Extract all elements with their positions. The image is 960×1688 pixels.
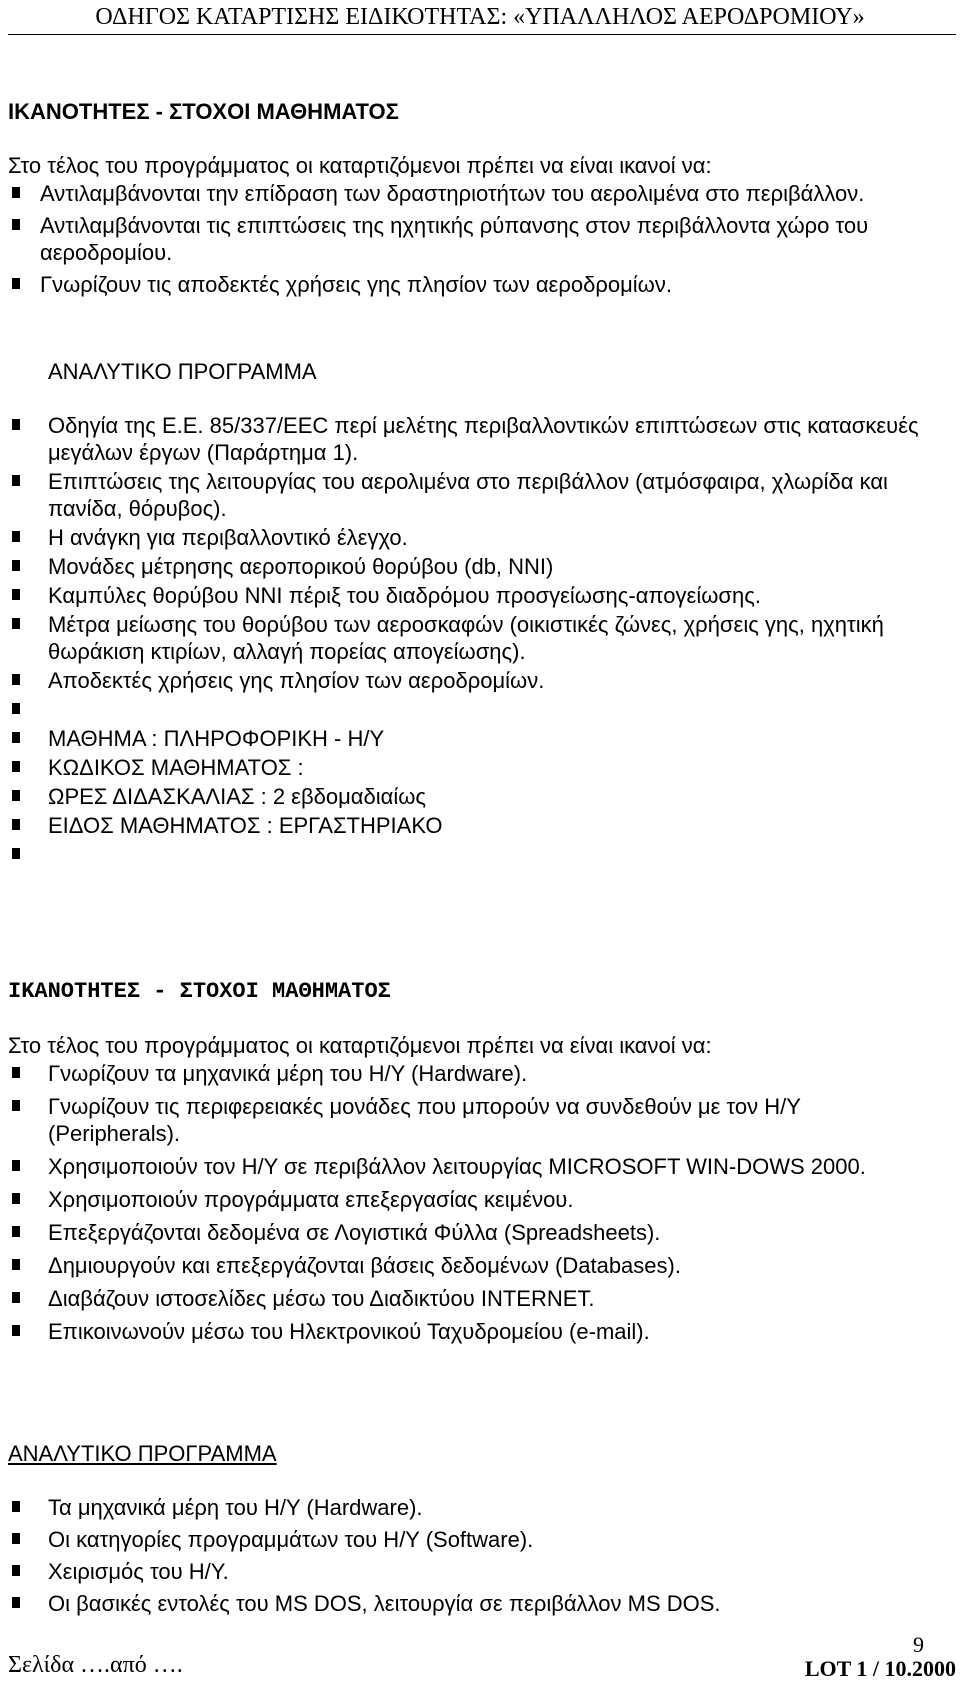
bullet-icon — [12, 1292, 20, 1303]
bullet-icon — [12, 219, 20, 230]
bullet-icon — [12, 589, 20, 600]
list-item: Οδηγία της Ε.Ε. 85/337/ΕΕC περί μελέτης περιβαλλοντικών επιπτώσεων στις κατασκευές μεγάλων έργων (Παράρτημα 1). — [0, 412, 960, 466]
list-item: Οι κατηγορίες προγραμμάτων του Η/Υ (Software). — [0, 1526, 960, 1553]
bullet-icon — [12, 419, 20, 430]
section2-list — [0, 412, 960, 868]
page-header: ΟΔΗΓΟΣ ΚΑΤΑΡΤΙΣΗΣ ΕΙΔΙΚΟΤΗΤΑΣ: «ΥΠΑΛΛΗΛΟΣ ΑΕΡΟΔΡΟΜΙΟΥ» — [95, 4, 865, 30]
list-item: Μέτρα μείωσης του θορύβου των αεροσκαφών (οικιστικές ζώνες, χρήσεις γης, ηχητική θωράκιση κτιρίων, αλλαγή πορείας απογείωσης). — [0, 611, 960, 665]
bullet-icon — [12, 1565, 20, 1576]
bullet-icon — [12, 1226, 20, 1237]
section1-list — [0, 180, 960, 298]
bullet-icon — [12, 618, 20, 629]
list-item — [0, 696, 960, 723]
list-item: Μονάδες μέτρησης αεροπορικού θορύβου (db, NNI) — [0, 553, 960, 580]
bullet-icon — [12, 819, 20, 830]
list-item: Τα μηχανικά μέρη του Η/Υ (Hardware). — [0, 1494, 960, 1521]
bullet-icon — [12, 531, 20, 542]
list-item: Χειρισμός του Η/Υ. — [0, 1558, 960, 1585]
list-item: Αντιλαμβάνονται τις επιπτώσεις της ηχητικής ρύπανσης στον περιβάλλοντα χώρο του αεροδρομίου. — [0, 212, 960, 266]
bullet-icon — [12, 703, 20, 714]
list-item: Καμπύλες θορύβου NNI πέριξ του διαδρόμου προσγείωσης-απογείωσης. — [0, 582, 960, 609]
bullet-icon — [12, 187, 20, 198]
bullet-icon — [12, 1259, 20, 1270]
bullet-icon — [12, 1193, 20, 1204]
list-item: Γνωρίζουν τα μηχανικά μέρη του Η/Υ (Hardware). — [0, 1060, 960, 1087]
page-number: 9 — [913, 1632, 924, 1657]
section3-list — [0, 1060, 960, 1345]
list-item: Γνωρίζουν τις περιφερειακές μονάδες που μπορούν να συνδεθούν με τον Η/Υ (Peripherals). — [0, 1093, 960, 1147]
list-item: Η ανάγκη για περιβαλλοντικό έλεγχο. — [0, 524, 960, 551]
list-item: ΜΑΘΗΜΑ : ΠΛΗΡΟΦΟΡΙΚΗ - Η/Υ — [0, 725, 960, 752]
bullet-icon — [12, 1160, 20, 1171]
section4-heading: ΑΝΑΛΥΤΙΚΟ ΠΡΟΓΡΑΜΜΑ — [8, 1441, 277, 1466]
list-item: ΕΙΔΟΣ ΜΑΘΗΜΑΤΟΣ : ΕΡΓΑΣΤΗΡΙΑΚΟ — [0, 812, 960, 839]
list-item: ΚΩΔΙΚΟΣ ΜΑΘΗΜΑΤΟΣ : — [0, 754, 960, 781]
bullet-icon — [12, 790, 20, 801]
section4-list — [0, 1494, 960, 1617]
bullet-icon — [12, 732, 20, 743]
list-item: Χρησιμοποιούν τον Η/Υ σε περιβάλλον λειτουργίας MICROSOFT WIN-DOWS 2000. — [0, 1153, 960, 1180]
bullet-icon — [12, 560, 20, 571]
list-item — [0, 841, 960, 868]
list-item: Επιπτώσεις της λειτουργίας του αερολιμένα στο περιβάλλον (ατμόσφαιρα, χλωρίδα και πανίδα, θόρυβος). — [0, 468, 960, 522]
list-item: Χρησιμοποιούν προγράμματα επεξεργασίας κειμένου. — [0, 1186, 960, 1213]
list-item: Αποδεκτές χρήσεις γης πλησίον των αεροδρομίων. — [0, 667, 960, 694]
list-item: ΩΡΕΣ ΔΙΔΑΣΚΑΛΙΑΣ : 2 εβδομαδιαίως — [0, 783, 960, 810]
page-label: Σελίδα ….από …. — [8, 1652, 183, 1678]
section1-heading: ΙΚΑΝΟΤΗΤΕΣ - ΣΤΟΧΟΙ ΜΑΘΗΜΑΤΟΣ — [8, 99, 399, 124]
header-rule — [8, 34, 956, 35]
section2-heading: ΑΝΑΛΥΤΙΚΟ ΠΡΟΓΡΑΜΜΑ — [48, 359, 317, 384]
list-item: Γνωρίζουν τις αποδεκτές χρήσεις γης πλησίον των αεροδρομίων. — [0, 271, 960, 298]
section3-heading: ΙΚΑΝΟΤΗΤΕΣ - ΣΤΟΧΟΙ ΜΑΘΗΜΑΤΟΣ — [8, 979, 391, 1004]
list-item: Επικοινωνούν μέσω του Ηλεκτρονικού Ταχυδρομείου (e-mail). — [0, 1318, 960, 1345]
section1-intro: Στο τέλος του προγράμματος οι καταρτιζόμενοι πρέπει να είναι ικανοί να: — [8, 153, 712, 178]
bullet-icon — [12, 1325, 20, 1336]
bullet-icon — [12, 1597, 20, 1608]
bullet-icon — [12, 848, 20, 859]
bullet-icon — [12, 278, 20, 289]
bullet-icon — [12, 1100, 20, 1111]
bullet-icon — [12, 761, 20, 772]
bullet-icon — [12, 1067, 20, 1078]
bullet-icon — [12, 1533, 20, 1544]
bullet-icon — [12, 674, 20, 685]
lot-label: LOT 1 / 10.2000 — [804, 1656, 956, 1681]
list-item: Επεξεργάζονται δεδομένα σε Λογιστικά Φύλλα (Spreadsheets). — [0, 1219, 960, 1246]
section3-intro: Στο τέλος του προγράμματος οι καταρτιζόμενοι πρέπει να είναι ικανοί να: — [8, 1033, 712, 1058]
list-item: Δημιουργούν και επεξεργάζονται βάσεις δεδομένων (Databases). — [0, 1252, 960, 1279]
list-item: Διαβάζουν ιστοσελίδες μέσω του Διαδικτύου INTERNET. — [0, 1285, 960, 1312]
list-item: Αντιλαμβάνονται την επίδραση των δραστηριοτήτων του αερολιμένα στο περιβάλλον. — [0, 180, 960, 207]
bullet-icon — [12, 475, 20, 486]
bullet-icon — [12, 1501, 20, 1512]
list-item: Οι βασικές εντολές του MS DOS, λειτουργία σε περιβάλλον MS DOS. — [0, 1590, 960, 1617]
